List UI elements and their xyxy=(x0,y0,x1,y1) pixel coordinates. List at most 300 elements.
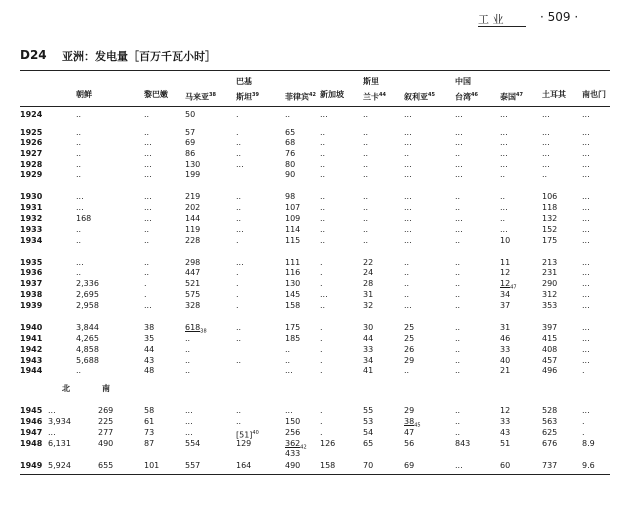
table-cell xyxy=(285,110,290,120)
column-header xyxy=(320,90,344,100)
cell-value: . xyxy=(320,345,323,354)
cell-value: 158 xyxy=(320,461,336,470)
row-year: 1934 xyxy=(20,236,43,245)
cell-value: ... xyxy=(500,203,508,212)
table-cell xyxy=(285,170,295,180)
table-cell xyxy=(363,417,373,427)
table-cell xyxy=(320,160,325,170)
cell-value: 25 xyxy=(404,323,415,332)
table-cell xyxy=(144,225,149,235)
cell-value: 175 xyxy=(285,323,301,332)
table-cell xyxy=(542,428,557,438)
table-cell xyxy=(185,406,193,416)
cell-value: 26 xyxy=(404,345,415,354)
cell-value: .. xyxy=(455,323,461,332)
table-cell xyxy=(285,258,300,268)
table-cell xyxy=(582,334,590,344)
table-cell xyxy=(236,334,241,344)
table-cell xyxy=(144,192,152,202)
table-cell xyxy=(185,439,200,449)
table-cell xyxy=(236,323,241,333)
cell-value: ... xyxy=(455,128,463,137)
cell-value: 219 xyxy=(185,192,201,201)
table-cell xyxy=(404,279,409,289)
table-cell xyxy=(404,214,412,224)
table-cell xyxy=(236,236,239,246)
table-cell xyxy=(76,345,99,355)
table-cell xyxy=(320,290,328,300)
footnote-mark: 39 xyxy=(252,92,259,98)
cell-value: 33 xyxy=(500,345,511,354)
table-cell xyxy=(500,356,510,366)
cell-value: ... xyxy=(320,290,328,299)
cell-value: ... xyxy=(582,323,590,332)
cell-value: ... xyxy=(144,170,152,179)
cell-value: .. xyxy=(76,366,82,375)
table-cell xyxy=(455,214,463,224)
cell-value: .. xyxy=(455,428,461,437)
cell-value: 415 xyxy=(542,334,558,343)
table-cell xyxy=(455,301,460,311)
table-cell xyxy=(144,334,154,344)
cell-value: .. xyxy=(363,170,369,179)
page-number: · 509 · xyxy=(540,10,579,24)
cell-value: 575 xyxy=(185,290,201,299)
table-cell xyxy=(363,366,373,376)
cell-value: ... xyxy=(500,225,508,234)
row-year: 1927 xyxy=(20,149,43,158)
table-cell xyxy=(285,160,295,170)
table-cell xyxy=(144,301,152,311)
table-cell xyxy=(185,428,193,438)
column-header xyxy=(285,90,316,103)
cell-value: ... xyxy=(542,149,550,158)
cell-value: 69 xyxy=(404,461,415,470)
cell-value: ... xyxy=(455,138,463,147)
cell-value: ... xyxy=(404,236,412,245)
table-cell xyxy=(582,323,590,333)
cell-value: . xyxy=(236,128,239,137)
cell-value: .. xyxy=(144,236,150,245)
row-year: 1930 xyxy=(20,192,43,201)
header-rule xyxy=(20,106,610,107)
table-cell xyxy=(320,192,325,202)
cell-value: 130 xyxy=(285,279,301,288)
table-cell xyxy=(285,290,300,300)
cell-value: ... xyxy=(320,110,328,119)
cell-value: ... xyxy=(285,366,293,375)
table-cell xyxy=(285,128,295,138)
table-cell xyxy=(285,301,300,311)
table-cell xyxy=(455,149,460,159)
table-cell xyxy=(285,356,290,366)
table-cell xyxy=(236,138,241,148)
table-cell xyxy=(76,170,81,180)
cell-value: . xyxy=(320,366,323,375)
column-header xyxy=(582,90,606,100)
table-cell xyxy=(285,406,293,416)
table-cell xyxy=(404,160,412,170)
row-year: 1945 xyxy=(20,406,43,415)
table-cell xyxy=(185,236,200,246)
column-header xyxy=(542,90,566,100)
table-cell xyxy=(404,203,412,213)
table-cell xyxy=(542,236,557,246)
table-cell xyxy=(542,334,557,344)
table-cell xyxy=(500,214,505,224)
cell-value: . xyxy=(236,268,239,277)
table-cell xyxy=(236,160,244,170)
table-cell xyxy=(455,406,460,416)
table-cell xyxy=(185,149,195,159)
cell-value: .. xyxy=(320,149,326,158)
cell-value: ... xyxy=(455,110,463,119)
row-year: 1946 xyxy=(20,417,43,426)
cell-value: .. xyxy=(455,417,461,426)
table-cell xyxy=(582,225,590,235)
korea-south-value: 655 xyxy=(98,461,114,470)
table-cell xyxy=(144,279,147,289)
column-header xyxy=(404,90,435,103)
table-cell xyxy=(236,301,239,311)
cell-value: 168 xyxy=(76,214,92,223)
table-cell xyxy=(144,356,154,366)
cell-value: ... xyxy=(582,279,590,288)
table-cell xyxy=(48,461,71,471)
cell-value: . xyxy=(320,356,323,365)
cell-value: .. xyxy=(363,149,369,158)
cell-value: .. xyxy=(236,149,242,158)
cell-value: .. xyxy=(76,138,82,147)
row-year: 1926 xyxy=(20,138,43,147)
row-year: 1937 xyxy=(20,279,43,288)
korea-south-value: 277 xyxy=(98,428,114,437)
table-cell xyxy=(76,110,81,120)
column-header-label: 马来亚 xyxy=(185,92,209,102)
cell-value: .. xyxy=(76,225,82,234)
cell-value: 114 xyxy=(285,225,301,234)
row-year: 1931 xyxy=(20,203,43,212)
table-cell xyxy=(404,138,412,148)
table-cell xyxy=(582,406,590,416)
table-cell xyxy=(76,236,81,246)
cell-value: 65 xyxy=(363,439,374,448)
row-year: 1949 xyxy=(20,461,43,470)
cell-value: 24 xyxy=(363,268,374,277)
cell-value: .. xyxy=(76,268,82,277)
cell-value: .. xyxy=(500,170,506,179)
table-cell xyxy=(144,268,149,278)
cell-value: 10 xyxy=(500,236,511,245)
table-cell xyxy=(285,214,300,224)
cell-value: 86 xyxy=(185,149,196,158)
cell-value: .. xyxy=(320,160,326,169)
table-cell xyxy=(76,203,84,213)
table-code: D24 xyxy=(20,48,47,62)
cell-value: 12 xyxy=(500,279,511,288)
column-header-label: 兰卡 xyxy=(363,92,379,102)
table-cell xyxy=(76,301,99,311)
table-cell xyxy=(582,428,585,438)
table-cell xyxy=(363,170,368,180)
row-year: 1935 xyxy=(20,258,43,267)
cell-value: 164 xyxy=(236,461,252,470)
cell-value: 737 xyxy=(542,461,558,470)
korea-north-label: 北 xyxy=(62,384,70,393)
cell-value: 290 xyxy=(542,279,558,288)
cell-value: .. xyxy=(320,225,326,234)
footnote-mark: 40 xyxy=(252,430,259,436)
column-header xyxy=(500,90,523,103)
cell-value: .. xyxy=(455,366,461,375)
cell-value: 31 xyxy=(500,323,511,332)
table-cell xyxy=(582,170,590,180)
row-year: 1942 xyxy=(20,345,43,354)
cell-value: .. xyxy=(285,110,291,119)
table-cell xyxy=(144,170,152,180)
row-year: 1938 xyxy=(20,290,43,299)
table-cell xyxy=(542,301,557,311)
table-cell xyxy=(285,417,300,427)
table-cell xyxy=(76,366,81,376)
table-cell xyxy=(363,439,373,449)
cell-value: 6,131 xyxy=(48,439,71,448)
cell-value: ... xyxy=(582,170,590,179)
cell-value: 152 xyxy=(542,225,558,234)
table-cell xyxy=(542,406,557,416)
cell-value: 447 xyxy=(185,268,201,277)
cell-value: 25 xyxy=(404,334,415,343)
cell-value: 328 xyxy=(185,301,201,310)
cell-value: 353 xyxy=(542,301,558,310)
cell-value: 843 xyxy=(455,439,471,448)
table-cell xyxy=(363,334,373,344)
row-year: 1943 xyxy=(20,356,43,365)
cell-value: .. xyxy=(236,203,242,212)
table-cell xyxy=(285,323,300,333)
table-cell xyxy=(285,428,300,438)
column-header-label: 斯坦 xyxy=(236,92,252,102)
table-cell xyxy=(144,439,154,449)
cell-value: 101 xyxy=(144,461,160,470)
table-cell xyxy=(285,366,293,376)
row-year: 1944 xyxy=(20,366,43,375)
cell-value: 31 xyxy=(363,290,374,299)
table-cell xyxy=(582,301,590,311)
table-cell xyxy=(582,110,590,120)
table-cell xyxy=(363,279,373,289)
table-cell xyxy=(582,439,595,449)
table-cell xyxy=(320,417,323,427)
cell-value: 107 xyxy=(285,203,301,212)
table-cell xyxy=(48,439,71,449)
cell-value: .. xyxy=(185,356,191,365)
table-cell xyxy=(48,406,56,416)
table-cell xyxy=(582,192,590,202)
cell-value: 158 xyxy=(285,301,301,310)
cell-value: 228 xyxy=(185,236,201,245)
cell-value: .. xyxy=(500,192,506,201)
cell-value: ... xyxy=(582,149,590,158)
cell-value: 37 xyxy=(500,301,511,310)
table-cell xyxy=(185,128,195,138)
cell-value: ... xyxy=(185,428,193,437)
table-cell xyxy=(236,356,241,366)
table-cell xyxy=(500,258,510,268)
table-cell xyxy=(320,236,325,246)
table-cell xyxy=(320,323,323,333)
cell-value: 29 xyxy=(404,406,415,415)
table-cell xyxy=(285,461,300,471)
cell-value: 32 xyxy=(363,301,374,310)
cell-value: .. xyxy=(76,160,82,169)
cell-value: 528 xyxy=(542,406,558,415)
cell-value: 48 xyxy=(144,366,155,375)
table-cell xyxy=(455,110,463,120)
table-cell xyxy=(144,290,147,300)
cell-value: ... xyxy=(144,203,152,212)
table-cell xyxy=(500,290,510,300)
cell-value: ... xyxy=(582,334,590,343)
cell-value: .. xyxy=(363,225,369,234)
table-cell xyxy=(404,345,414,355)
cell-value: 256 xyxy=(285,428,301,437)
table-cell xyxy=(363,406,373,416)
cell-value: 43 xyxy=(144,356,155,365)
cell-value: ... xyxy=(542,138,550,147)
cell-value: 90 xyxy=(285,170,296,179)
table-cell xyxy=(542,268,557,278)
table-cell xyxy=(542,290,557,300)
cell-value: .. xyxy=(236,356,242,365)
table-cell xyxy=(185,258,200,268)
cell-value: .. xyxy=(185,345,191,354)
table-cell xyxy=(542,192,557,202)
table-cell xyxy=(363,323,373,333)
table-cell xyxy=(542,128,550,138)
cell-value: 44 xyxy=(144,345,155,354)
row-year: 1928 xyxy=(20,160,43,169)
table-cell xyxy=(144,417,154,427)
table-title: 亚洲：发电量［百万千瓦小时］ xyxy=(62,50,216,63)
column-header xyxy=(185,90,216,103)
table-cell xyxy=(404,268,409,278)
cell-value: .. xyxy=(76,128,82,137)
cell-value: .. xyxy=(320,203,326,212)
table-cell xyxy=(582,149,590,159)
cell-value: . xyxy=(320,334,323,343)
cell-value: 51 xyxy=(500,439,511,448)
cell-value: ... xyxy=(404,301,412,310)
cell-value: 54 xyxy=(363,428,374,437)
cell-value: .. xyxy=(144,258,150,267)
cell-value: ... xyxy=(185,406,193,415)
table-cell xyxy=(236,406,241,416)
korea-south-value: 490 xyxy=(98,439,114,448)
table-cell xyxy=(500,461,510,471)
cell-value: . xyxy=(236,110,239,119)
cell-value: . xyxy=(144,290,147,299)
table-cell xyxy=(455,366,460,376)
table-cell xyxy=(500,323,510,333)
cell-value: .. xyxy=(455,192,461,201)
cell-value: ... xyxy=(404,170,412,179)
cell-value: .. xyxy=(144,110,150,119)
cell-value: .. xyxy=(455,301,461,310)
table-cell xyxy=(144,258,149,268)
table-cell xyxy=(404,301,412,311)
table-cell xyxy=(236,128,239,138)
table-cell xyxy=(320,366,323,376)
cell-value: .. xyxy=(500,214,506,223)
cell-value: 47 xyxy=(404,428,415,437)
cell-value: ... xyxy=(285,406,293,415)
table-cell xyxy=(320,439,335,449)
cell-value: [51] xyxy=(236,430,253,440)
philippines-1948-second-value: 433 xyxy=(285,449,301,458)
table-cell xyxy=(320,334,323,344)
table-cell xyxy=(76,323,99,333)
cell-value: .. xyxy=(144,128,150,137)
cell-value: .. xyxy=(404,279,410,288)
cell-value: .. xyxy=(404,290,410,299)
table-cell xyxy=(285,138,295,148)
footnote-mark: 38 xyxy=(200,328,207,335)
cell-value: 98 xyxy=(285,192,296,201)
table-cell xyxy=(185,279,200,289)
cell-value: .. xyxy=(236,323,242,332)
cell-value: 50 xyxy=(185,110,196,119)
table-cell xyxy=(76,160,81,170)
table-cell xyxy=(363,160,368,170)
cell-value: 5,688 xyxy=(76,356,99,365)
cell-value: 5,924 xyxy=(48,461,71,470)
cell-value: .. xyxy=(455,149,461,158)
cell-value: 69 xyxy=(185,138,196,147)
cell-value: .. xyxy=(76,149,82,158)
cell-value: .. xyxy=(455,290,461,299)
table-cell xyxy=(320,461,335,471)
cell-value: 3,934 xyxy=(48,417,71,426)
table-cell xyxy=(320,406,323,416)
table-cell xyxy=(363,258,373,268)
table-cell xyxy=(144,138,152,148)
cell-value: .. xyxy=(542,170,548,179)
cell-value: 362 xyxy=(285,439,301,448)
cell-value: .. xyxy=(185,334,191,343)
cell-value: .. xyxy=(404,366,410,375)
table-cell xyxy=(500,138,508,148)
table-cell xyxy=(185,356,190,366)
table-cell xyxy=(500,345,510,355)
cell-value: .. xyxy=(455,345,461,354)
cell-value: 397 xyxy=(542,323,558,332)
table-cell xyxy=(404,406,414,416)
table-cell xyxy=(285,225,300,235)
table-cell xyxy=(582,138,590,148)
cell-value: 116 xyxy=(285,268,301,277)
cell-value: 44 xyxy=(363,334,374,343)
cell-value: 34 xyxy=(363,356,374,365)
column-header-label: 叙利亚 xyxy=(404,92,428,102)
table-cell xyxy=(582,279,590,289)
cell-value: 53 xyxy=(363,417,374,426)
cell-value: 76 xyxy=(285,149,296,158)
cell-value: .. xyxy=(285,356,291,365)
table-cell xyxy=(582,128,590,138)
table-cell xyxy=(542,170,547,180)
cell-value: 68 xyxy=(285,138,296,147)
